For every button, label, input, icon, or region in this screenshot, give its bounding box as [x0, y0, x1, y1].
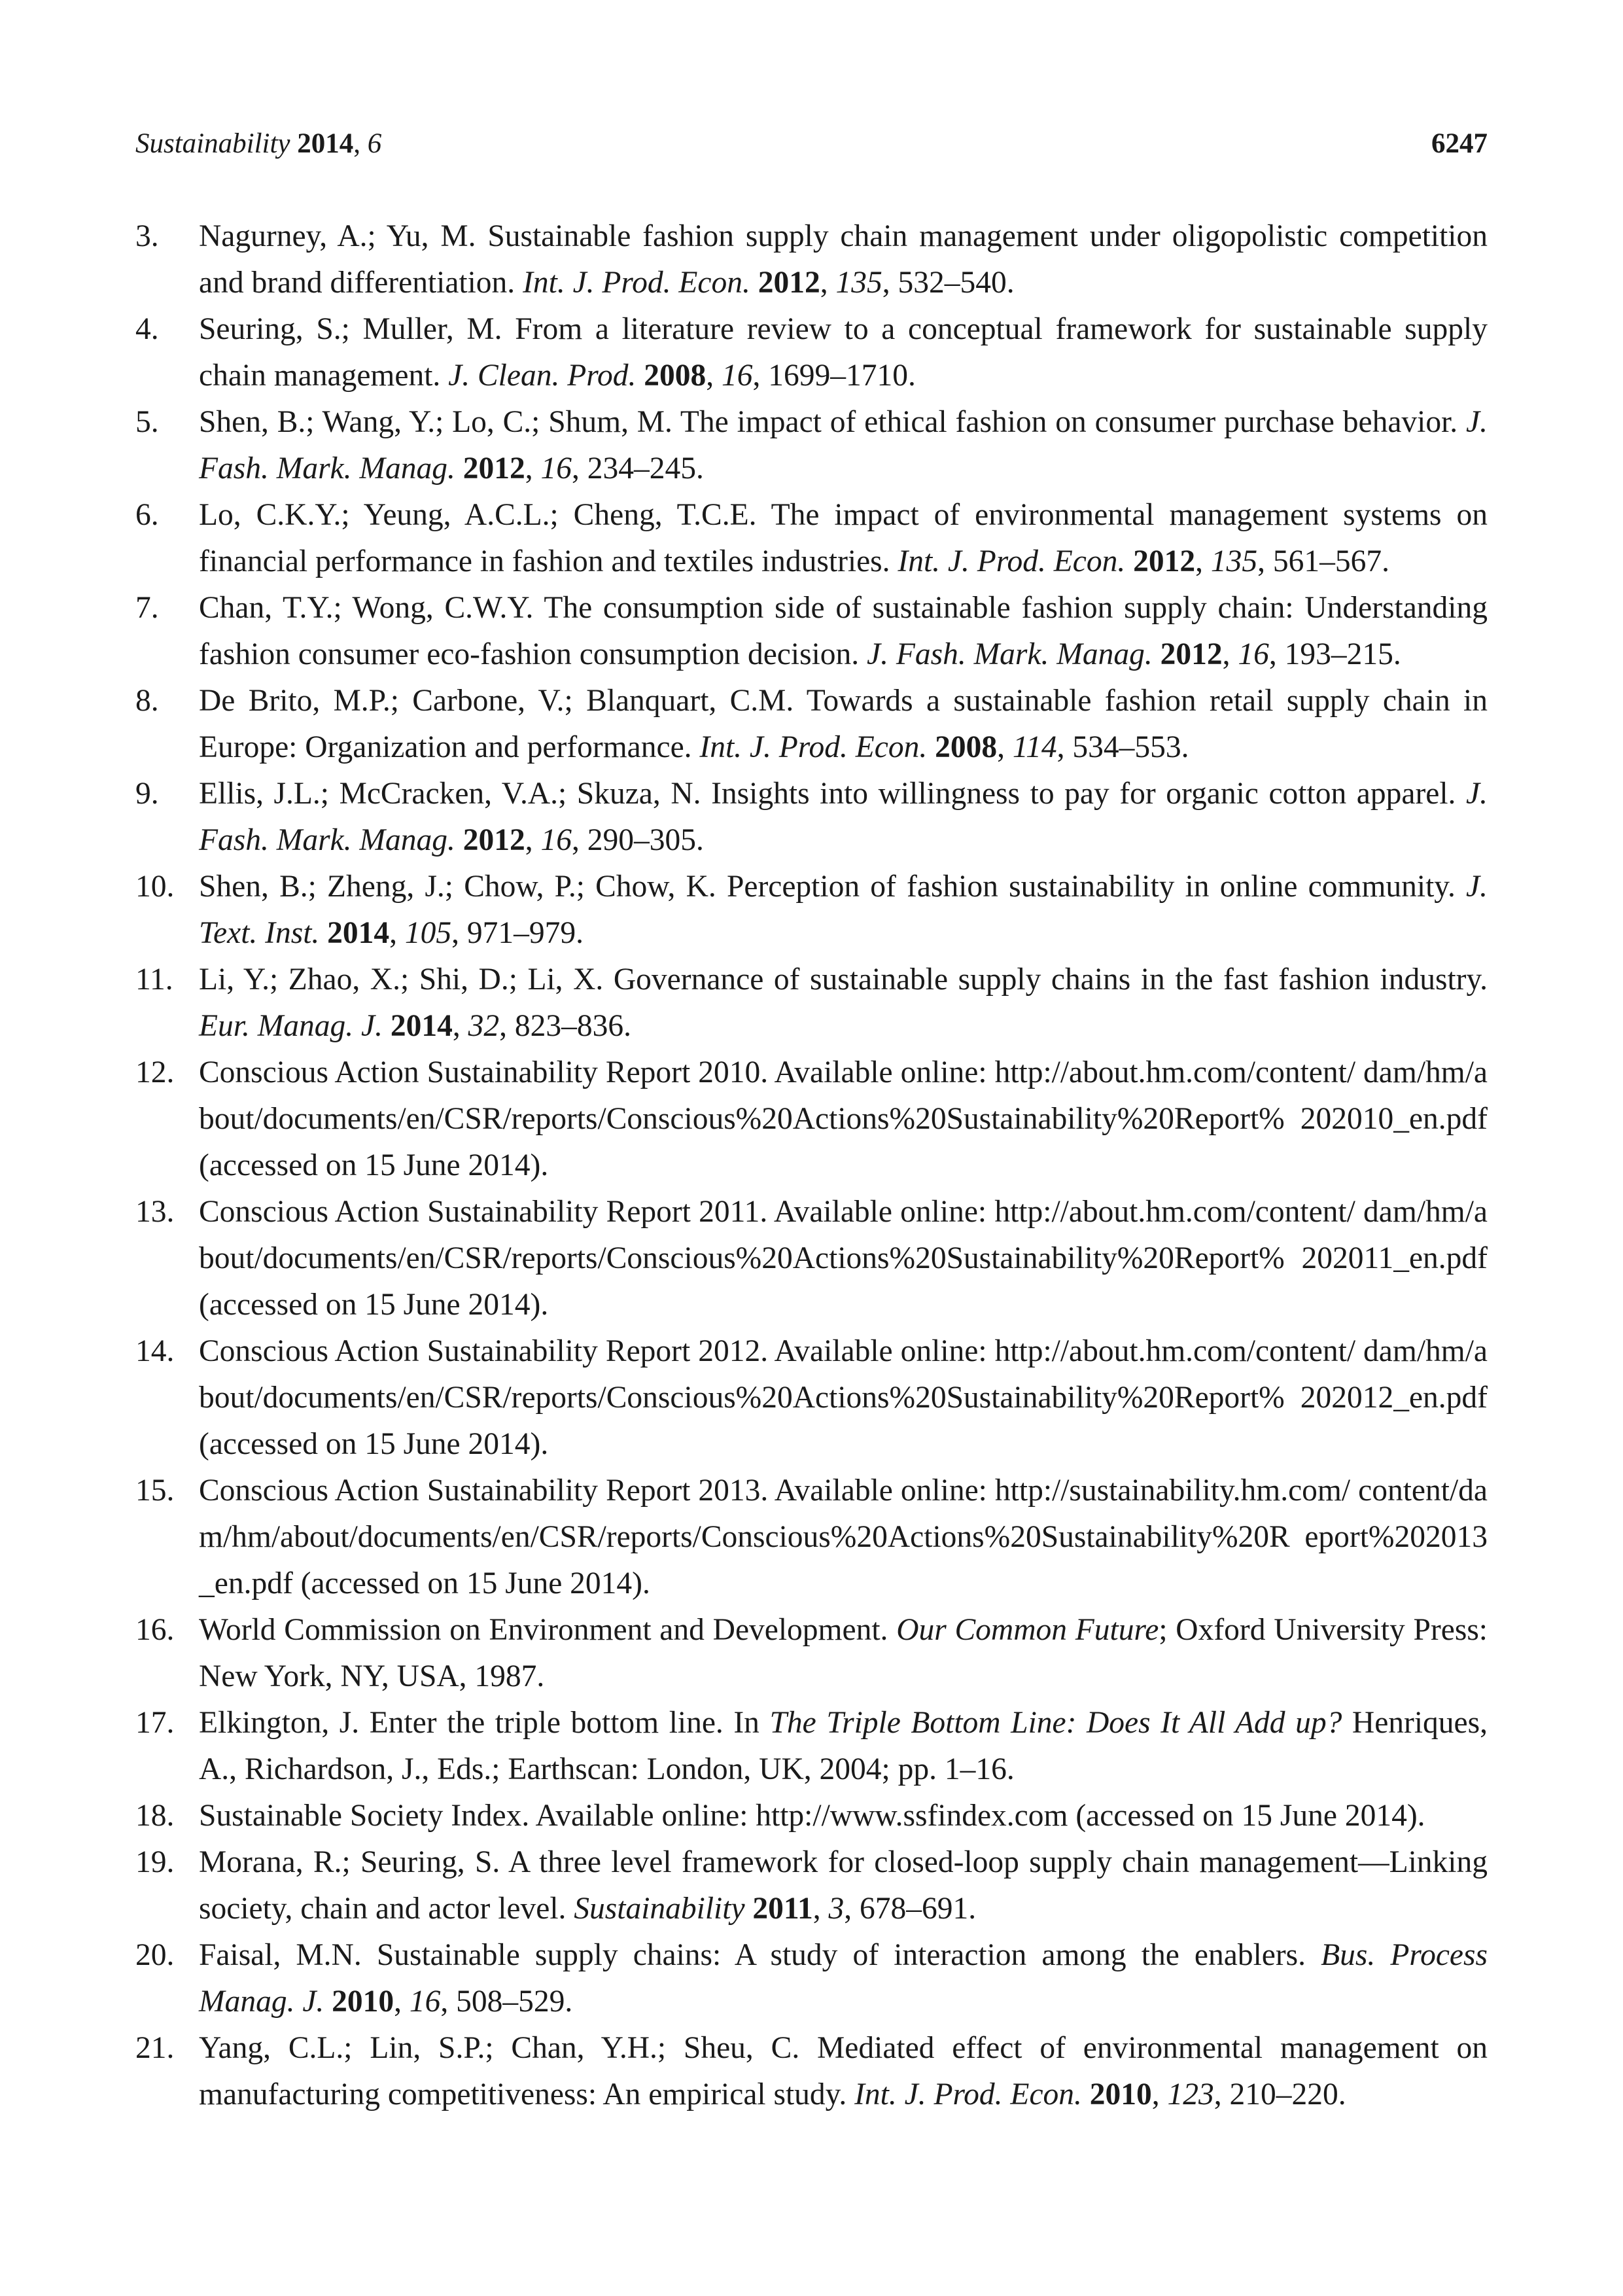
reference-item: [135, 864, 1488, 957]
reference-number: 12.: [135, 1055, 175, 1089]
journal-year: 2014: [297, 128, 354, 159]
reference-number: 21.: [135, 2031, 175, 2065]
reference-segment: , 678–691.: [844, 1892, 977, 1926]
reference-segment: , 971–979.: [451, 916, 584, 950]
reference-italic: 3: [828, 1892, 845, 1926]
reference-segment: [750, 266, 758, 300]
reference-item: [135, 2025, 1488, 2118]
reference-text: [199, 1607, 1488, 1700]
reference-segment: ,: [1195, 544, 1211, 578]
reference-item: [135, 306, 1488, 399]
reference-number: 18.: [135, 1799, 175, 1833]
reference-italic: 105: [404, 916, 452, 950]
reference-text: [199, 864, 1488, 957]
reference-segment: Morana, R.; Seuring, S. A three level framework for closed-loop supply chain management—Linking society, chain and actor level.: [199, 1845, 1488, 1926]
reference-segment: Seuring, S.; Muller, M. From a literature review to a conceptual framework for sustainable supply chain management.: [199, 312, 1488, 393]
reference-bold: 2008: [935, 730, 998, 764]
reference-item: [135, 1468, 1488, 1607]
reference-text: [199, 1468, 1488, 1607]
reference-segment: Yang, C.L.; Lin, S.P.; Chan, Y.H.; Sheu, C. Mediated effect of environmental management on manufacturing competitiveness: An empirical study.: [199, 2031, 1488, 2111]
reference-list: [135, 213, 1488, 2118]
reference-number: 3.: [135, 219, 159, 253]
reference-item: [135, 213, 1488, 306]
reference-italic: Sustainability: [574, 1892, 745, 1926]
reference-segment: , 234–245.: [571, 451, 704, 486]
reference-italic: J. Fash. Mark. Manag.: [867, 637, 1153, 671]
reference-segment: Nagurney, A.; Yu, M. Sustainable fashion supply chain management under oligopolistic competition and brand differentiation.: [199, 219, 1488, 300]
reference-number: 19.: [135, 1845, 175, 1879]
reference-bold: 2010: [332, 1985, 394, 2019]
reference-item: [135, 1793, 1488, 1839]
reference-text: [199, 2025, 1488, 2118]
reference-segment: [1082, 2077, 1090, 2111]
reference-number: 6.: [135, 498, 159, 532]
reference-text: [199, 492, 1488, 585]
reference-item: [135, 771, 1488, 864]
reference-bold: 2011: [752, 1892, 813, 1926]
reference-italic: Int. J. Prod. Econ.: [699, 730, 928, 764]
reference-segment: Sustainable Society Index. Available online: http://www.ssfindex.com (accessed on 15 June 2014).: [199, 1799, 1425, 1833]
reference-italic: J. Fash. Mark. Manag.: [199, 405, 1488, 486]
journal-citation: Sustainability 2014, 6: [135, 128, 382, 159]
reference-number: 20.: [135, 1938, 175, 1972]
reference-italic: 16: [1238, 637, 1269, 671]
reference-italic: J. Text. Inst.: [199, 870, 1488, 950]
reference-bold: 2008: [644, 359, 707, 393]
reference-segment: Elkington, J. Enter the triple bottom line. In: [199, 1706, 770, 1740]
reference-item: [135, 1932, 1488, 2025]
reference-text: [199, 678, 1488, 771]
reference-segment: [383, 1009, 391, 1043]
reference-segment: , 561–567.: [1257, 544, 1389, 578]
reference-italic: 16: [540, 823, 572, 857]
reference-text: [199, 1189, 1488, 1328]
reference-italic: Our Common Future: [896, 1613, 1159, 1647]
reference-segment: Conscious Action Sustainability Report 2011. Available online: http://about.hm.com/content/ dam/hm/about/documents/en/CSR/reports/Conscious%20Actions%20Sustainability%20Report% 202011_en.pdf (accessed on 15 June 2014).: [199, 1195, 1488, 1322]
reference-item: [135, 1607, 1488, 1700]
reference-text: [199, 957, 1488, 1050]
reference-bold: 2012: [1160, 637, 1223, 671]
reference-segment: [455, 451, 463, 486]
reference-italic: Int. J. Prod. Econ.: [854, 2077, 1082, 2111]
reference-segment: [1153, 637, 1161, 671]
reference-segment: ,: [706, 359, 722, 393]
reference-bold: 2014: [327, 916, 390, 950]
reference-segment: [319, 916, 327, 950]
reference-segment: Lo, C.K.Y.; Yeung, A.C.L.; Cheng, T.C.E. The impact of environmental management systems on financial performance in fashion and textiles industries.: [199, 498, 1488, 578]
reference-text: [199, 1050, 1488, 1189]
reference-segment: , 1699–1710.: [752, 359, 916, 393]
journal-name: Sustainability: [135, 128, 290, 159]
reference-number: 14.: [135, 1334, 175, 1368]
reference-segment: , 508–529.: [440, 1985, 573, 2019]
reference-segment: , 534–553.: [1056, 730, 1189, 764]
reference-text: [199, 1700, 1488, 1793]
reference-item: [135, 678, 1488, 771]
reference-segment: [1125, 544, 1133, 578]
reference-segment: ,: [389, 916, 405, 950]
reference-italic: 16: [721, 359, 753, 393]
reference-segment: Li, Y.; Zhao, X.; Shi, D.; Li, X. Governance of sustainable supply chains in the fast fashion industry.: [199, 963, 1488, 997]
reference-italic: The Triple Bottom Line: Does It All Add up?: [769, 1706, 1342, 1740]
reference-item: [135, 492, 1488, 585]
reference-segment: [927, 730, 935, 764]
reference-segment: , 210–220.: [1213, 2077, 1346, 2111]
reference-italic: J. Clean. Prod.: [448, 359, 637, 393]
reference-italic: Int. J. Prod. Econ.: [523, 266, 750, 300]
reference-italic: Eur. Manag. J.: [199, 1009, 383, 1043]
reference-segment: ,: [525, 451, 541, 486]
reference-segment: , 532–540.: [882, 266, 1015, 300]
reference-number: 7.: [135, 591, 159, 625]
journal-volume: 6: [367, 128, 382, 159]
reference-number: 8.: [135, 684, 159, 718]
reference-segment: Conscious Action Sustainability Report 2012. Available online: http://about.hm.com/content/ dam/hm/about/documents/en/CSR/reports/Conscious%20Actions%20Sustainability%20Report% 202012_en.pdf (accessed on 15 June 2014).: [199, 1334, 1488, 1461]
reference-text: [199, 306, 1488, 399]
reference-segment: , 193–215.: [1268, 637, 1401, 671]
reference-bold: 2012: [462, 451, 525, 486]
reference-segment: [636, 359, 644, 393]
reference-italic: 114: [1012, 730, 1057, 764]
reference-italic: Bus. Process Manag. J.: [199, 1938, 1488, 2019]
reference-segment: ,: [1151, 2077, 1168, 2111]
reference-segment: [455, 823, 463, 857]
reference-number: 17.: [135, 1706, 175, 1740]
page-number: 6247: [1431, 128, 1488, 159]
reference-italic: Int. J. Prod. Econ.: [898, 544, 1126, 578]
reference-number: 15.: [135, 1474, 175, 1508]
reference-number: 5.: [135, 405, 159, 439]
reference-italic: 123: [1167, 2077, 1214, 2111]
reference-item: [135, 1328, 1488, 1468]
reference-bold: 2014: [390, 1009, 453, 1043]
running-header: [135, 121, 1488, 167]
reference-text: [199, 213, 1488, 306]
reference-number: 13.: [135, 1195, 175, 1229]
reference-text: [199, 1839, 1488, 1932]
reference-segment: Shen, B.; Zheng, J.; Chow, P.; Chow, K. Perception of fashion sustainability in online community.: [199, 870, 1467, 904]
reference-bold: 2012: [462, 823, 525, 857]
reference-italic: 135: [1210, 544, 1258, 578]
reference-text: [199, 771, 1488, 864]
reference-italic: 16: [409, 1985, 441, 2019]
reference-bold: 2010: [1089, 2077, 1152, 2111]
reference-text: [199, 399, 1488, 492]
reference-italic: 32: [468, 1009, 500, 1043]
reference-segment: [324, 1985, 332, 2019]
reference-number: 9.: [135, 777, 159, 811]
reference-italic: 16: [540, 451, 572, 486]
reference-segment: ,: [812, 1892, 829, 1926]
reference-segment: ,: [452, 1009, 468, 1043]
reference-number: 10.: [135, 870, 175, 904]
reference-segment: Ellis, J.L.; McCracken, V.A.; Skuza, N. Insights into willingness to pay for organic cotton apparel.: [199, 777, 1467, 811]
reference-segment: , 823–836.: [499, 1009, 632, 1043]
reference-segment: , 290–305.: [571, 823, 704, 857]
reference-italic: J. Fash. Mark. Manag.: [199, 777, 1488, 857]
reference-item: [135, 399, 1488, 492]
reference-segment: ,: [997, 730, 1013, 764]
reference-bold: 2012: [758, 266, 820, 300]
reference-number: 11.: [135, 963, 173, 997]
reference-segment: Shen, B.; Wang, Y.; Lo, C.; Shum, M. The impact of ethical fashion on consumer purchase behavior.: [199, 405, 1467, 439]
reference-segment: ; Oxford University Press: New York, NY, USA, 1987.: [199, 1613, 1488, 1693]
reference-segment: ,: [1222, 637, 1238, 671]
reference-segment: Conscious Action Sustainability Report 2013. Available online: http://sustainability.hm.com/ content/dam/hm/about/documents/en/CSR/reports/Conscious%20Actions%20Sustainability%20R eport%202013_en.pdf (accessed on 15 June 2014).: [199, 1474, 1488, 1600]
reference-item: [135, 585, 1488, 678]
reference-segment: Henriques, A., Richardson, J., Eds.; Earthscan: London, UK, 2004; pp. 1–16.: [199, 1706, 1488, 1786]
reference-text: [199, 1793, 1488, 1839]
reference-text: [199, 585, 1488, 678]
reference-italic: 135: [835, 266, 882, 300]
reference-segment: ,: [820, 266, 836, 300]
reference-segment: Faisal, M.N. Sustainable supply chains: A study of interaction among the enablers.: [199, 1938, 1321, 1972]
reference-segment: ,: [525, 823, 541, 857]
reference-segment: World Commission on Environment and Development.: [199, 1613, 897, 1647]
reference-text: [199, 1932, 1488, 2025]
reference-item: [135, 1189, 1488, 1328]
reference-segment: De Brito, M.P.; Carbone, V.; Blanquart, C.M. Towards a sustainable fashion retail supply chain in Europe: Organization and performance.: [199, 684, 1488, 764]
reference-segment: Conscious Action Sustainability Report 2010. Available online: http://about.hm.com/content/ dam/hm/about/documents/en/CSR/reports/Conscious%20Actions%20Sustainability%20Report% 202010_en.pdf (accessed on 15 June 2014).: [199, 1055, 1488, 1182]
reference-item: [135, 1050, 1488, 1189]
reference-bold: 2012: [1133, 544, 1196, 578]
reference-segment: [745, 1892, 753, 1926]
reference-segment: ,: [394, 1985, 410, 2019]
reference-item: [135, 1700, 1488, 1793]
reference-item: [135, 957, 1488, 1050]
reference-number: 16.: [135, 1613, 175, 1647]
reference-item: [135, 1839, 1488, 1932]
reference-text: [199, 1328, 1488, 1468]
reference-number: 4.: [135, 312, 159, 346]
reference-segment: Chan, T.Y.; Wong, C.W.Y. The consumption side of sustainable fashion supply chain: Understanding fashion consumer eco-fashion consumption decision.: [199, 591, 1488, 671]
